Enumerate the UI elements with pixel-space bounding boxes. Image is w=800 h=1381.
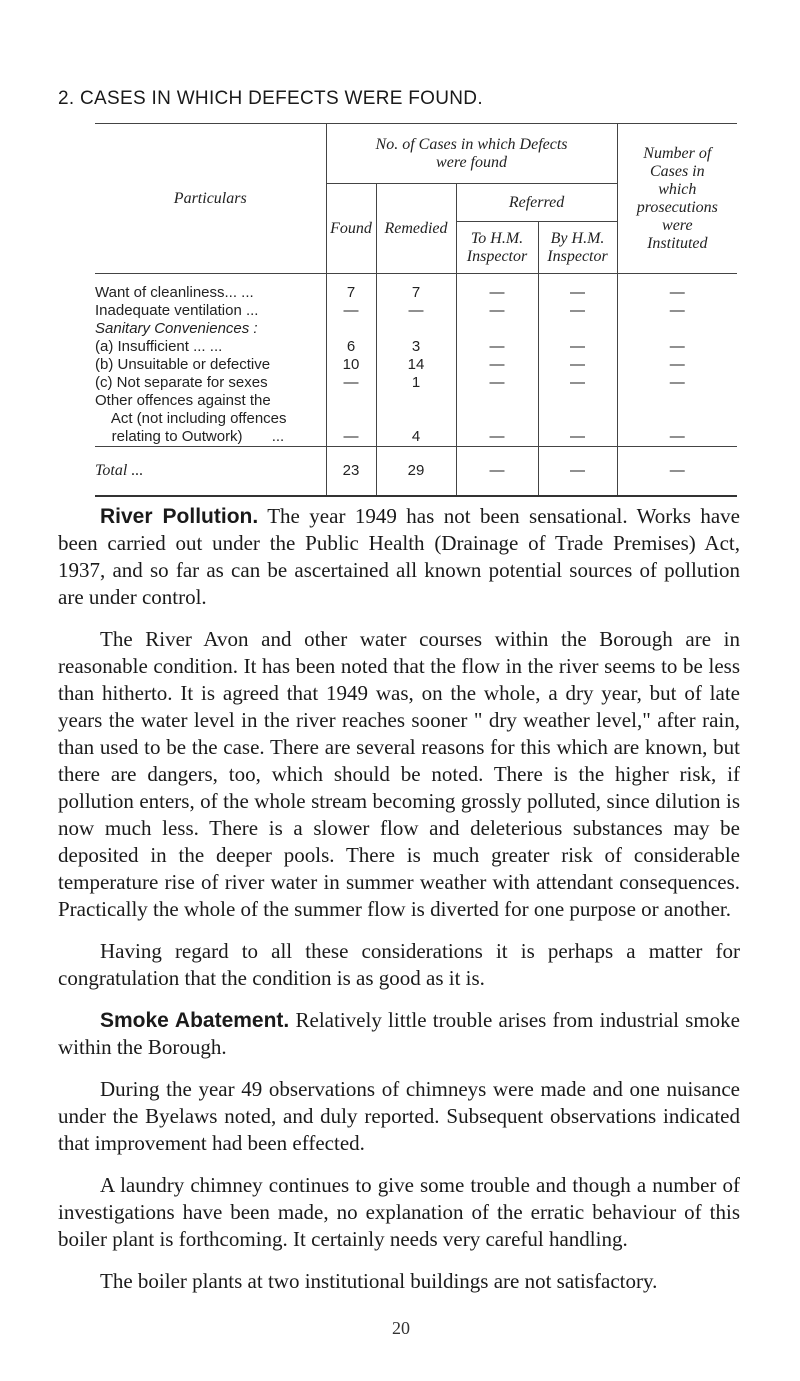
cell-found bbox=[326, 410, 376, 428]
cell-found bbox=[326, 320, 376, 338]
cell-by-hm: — bbox=[538, 338, 617, 356]
paragraph-smoke-2: During the year 49 observations of chimneys were made and one nuisance under the Byelaws noted, and duly reported. Subsequent observations indicated that improvement had been effected. bbox=[58, 1077, 740, 1155]
header-prosecutions-l3: which bbox=[658, 180, 697, 198]
header-to-hm-l2: Inspector bbox=[466, 247, 528, 265]
total-found: 23 bbox=[326, 446, 376, 496]
cell-remedied: — bbox=[376, 302, 456, 320]
cell-to-hm: — bbox=[456, 374, 538, 392]
table-row bbox=[95, 302, 737, 320]
header-cases-group-line2: were found bbox=[436, 153, 507, 171]
header-prosecutions-l5: were bbox=[662, 216, 693, 234]
cell-to-hm bbox=[456, 410, 538, 428]
cell-found: 6 bbox=[326, 338, 376, 356]
cell-by-hm: — bbox=[538, 302, 617, 320]
row-label: Other offences against the bbox=[95, 391, 271, 409]
cell-to-hm bbox=[456, 320, 538, 338]
cell-found: — bbox=[326, 428, 376, 447]
table-row bbox=[95, 284, 737, 302]
cell-remedied: 7 bbox=[376, 284, 456, 302]
cell-remedied: 3 bbox=[376, 338, 456, 356]
header-particulars: Particulars bbox=[95, 124, 326, 274]
cell-prosecutions: — bbox=[617, 284, 737, 302]
header-prosecutions-l2: Cases in bbox=[649, 162, 705, 180]
table-row bbox=[95, 428, 737, 447]
table-row bbox=[95, 338, 737, 356]
cell-by-hm: — bbox=[538, 284, 617, 302]
row-label: Act (not including offences bbox=[95, 409, 287, 427]
header-to-hm-l1: To H.M. bbox=[470, 229, 524, 247]
cell-prosecutions: — bbox=[617, 338, 737, 356]
cell-found: 7 bbox=[326, 284, 376, 302]
cell-by-hm: — bbox=[538, 428, 617, 447]
cell-to-hm: — bbox=[456, 338, 538, 356]
body-text bbox=[58, 503, 740, 1310]
cell-prosecutions: — bbox=[617, 302, 737, 320]
table-row bbox=[95, 410, 737, 428]
cell-remedied: 4 bbox=[376, 428, 456, 447]
cell-by-hm bbox=[538, 410, 617, 428]
header-by-hm-l2: Inspector bbox=[547, 247, 608, 265]
row-label: relating to Outwork) ... bbox=[95, 428, 326, 447]
cell-to-hm bbox=[456, 392, 538, 410]
cell-remedied bbox=[376, 320, 456, 338]
cell-to-hm: — bbox=[456, 356, 538, 374]
cell-prosecutions: — bbox=[617, 374, 737, 392]
row-label: Sanitary Conveniences : bbox=[95, 319, 258, 337]
header-prosecutions-l6: Instituted bbox=[647, 234, 708, 252]
row-label: (b) Unsuitable or defective bbox=[95, 355, 271, 373]
header-to-hm-inspector bbox=[456, 222, 538, 274]
cell-remedied: 14 bbox=[376, 356, 456, 374]
defects-table bbox=[95, 123, 737, 497]
table-row bbox=[95, 356, 737, 374]
cell-to-hm: — bbox=[456, 284, 538, 302]
cell-prosecutions bbox=[617, 392, 737, 410]
paragraph-river-1 bbox=[58, 503, 740, 611]
paragraph-smoke-1 bbox=[58, 1007, 740, 1061]
header-cases-group-line1: No. of Cases in which Defects bbox=[375, 135, 568, 153]
header-prosecutions-l4: prosecutions bbox=[636, 198, 718, 216]
total-to-hm: — bbox=[456, 446, 538, 496]
row-label: Inadequate ventilation ... bbox=[95, 301, 259, 319]
total-remedied: 29 bbox=[376, 446, 456, 496]
paragraph-text: Relatively little trouble arises from industrial smoke within the Borough. bbox=[58, 1008, 741, 1059]
cell-to-hm: — bbox=[456, 428, 538, 447]
cell-prosecutions bbox=[617, 320, 737, 338]
paragraph-text: The year 1949 has not been sensational. Works have been carried out under the Public Health (Drainage of Trade Premises) Act, 1937, and so far as can be ascertained all known potential sources of pollution are under control. bbox=[58, 504, 740, 609]
row-label: (c) Not separate for sexes bbox=[95, 373, 268, 391]
row-label: (a) Insufficient ... ... bbox=[95, 337, 223, 355]
total-prosecutions: — bbox=[617, 446, 737, 496]
cell-prosecutions bbox=[617, 410, 737, 428]
row-label: Want of cleanliness... ... bbox=[95, 283, 254, 301]
paragraph-river-3: Having regard to all these considerations it is perhaps a matter for congratulation that the condition is as good as it is. bbox=[58, 939, 740, 990]
table-row bbox=[95, 374, 737, 392]
header-by-hm-inspector bbox=[538, 222, 617, 274]
page-number: 20 bbox=[392, 1318, 410, 1338]
header-cases-group bbox=[326, 124, 617, 184]
paragraph-smoke-4: The boiler plants at two institutional buildings are not satisfactory. bbox=[100, 1269, 658, 1293]
header-by-hm-l1: By H.M. bbox=[550, 229, 605, 247]
total-row bbox=[95, 446, 737, 496]
paragraph-river-2: The River Avon and other water courses within the Borough are in reasonable condition. It has been noted that the flow in the river seems to be less than hitherto. It is agreed that 1949 was, on the whole, a dry year, but of late years the water level in the river reaches sooner " dry weather level," after rain, than used to be the case. There are several reasons for this which are known, but there are dangers, too, which should be noted. There is the higher risk, if pollution enters, of the whole stream becoming grossly polluted, since dilution is now much less. There is a slower flow and deleterious substances may be deposited in the deeper pools. There is much greater risk of considerable temperature rise of river water in summer weather with attendant consequences. Practically the whole of the summer flow is diverted for one purpose or another. bbox=[58, 627, 740, 921]
header-referred: Referred bbox=[456, 184, 617, 222]
table-row bbox=[95, 320, 737, 338]
cell-by-hm: — bbox=[538, 374, 617, 392]
header-prosecutions-l1: Number of bbox=[643, 144, 712, 162]
cell-found bbox=[326, 392, 376, 410]
paragraph-smoke-3: A laundry chimney continues to give some trouble and though a number of investigations have been made, no explanation of the erratic behaviour of this boiler plant is forthcoming. It certainly needs very careful handling. bbox=[58, 1173, 740, 1251]
cell-remedied: 1 bbox=[376, 374, 456, 392]
table-row bbox=[95, 392, 737, 410]
cell-found: 10 bbox=[326, 356, 376, 374]
section-heading: 2. CASES IN WHICH DEFECTS WERE FOUND. bbox=[58, 88, 483, 109]
header-prosecutions bbox=[617, 124, 737, 274]
header-remedied: Remedied bbox=[376, 184, 456, 274]
cell-by-hm bbox=[538, 392, 617, 410]
river-pollution-title: River Pollution. bbox=[100, 505, 259, 528]
total-label: Total ... bbox=[95, 446, 326, 496]
cell-remedied bbox=[376, 410, 456, 428]
cell-by-hm bbox=[538, 320, 617, 338]
cell-found: — bbox=[326, 302, 376, 320]
cell-found: — bbox=[326, 374, 376, 392]
cell-prosecutions: — bbox=[617, 356, 737, 374]
total-by-hm: — bbox=[538, 446, 617, 496]
cell-by-hm: — bbox=[538, 356, 617, 374]
smoke-abatement-title: Smoke Abatement. bbox=[100, 1009, 290, 1032]
cell-to-hm: — bbox=[456, 302, 538, 320]
cell-remedied bbox=[376, 392, 456, 410]
cell-prosecutions: — bbox=[617, 428, 737, 447]
header-found: Found bbox=[326, 184, 376, 274]
